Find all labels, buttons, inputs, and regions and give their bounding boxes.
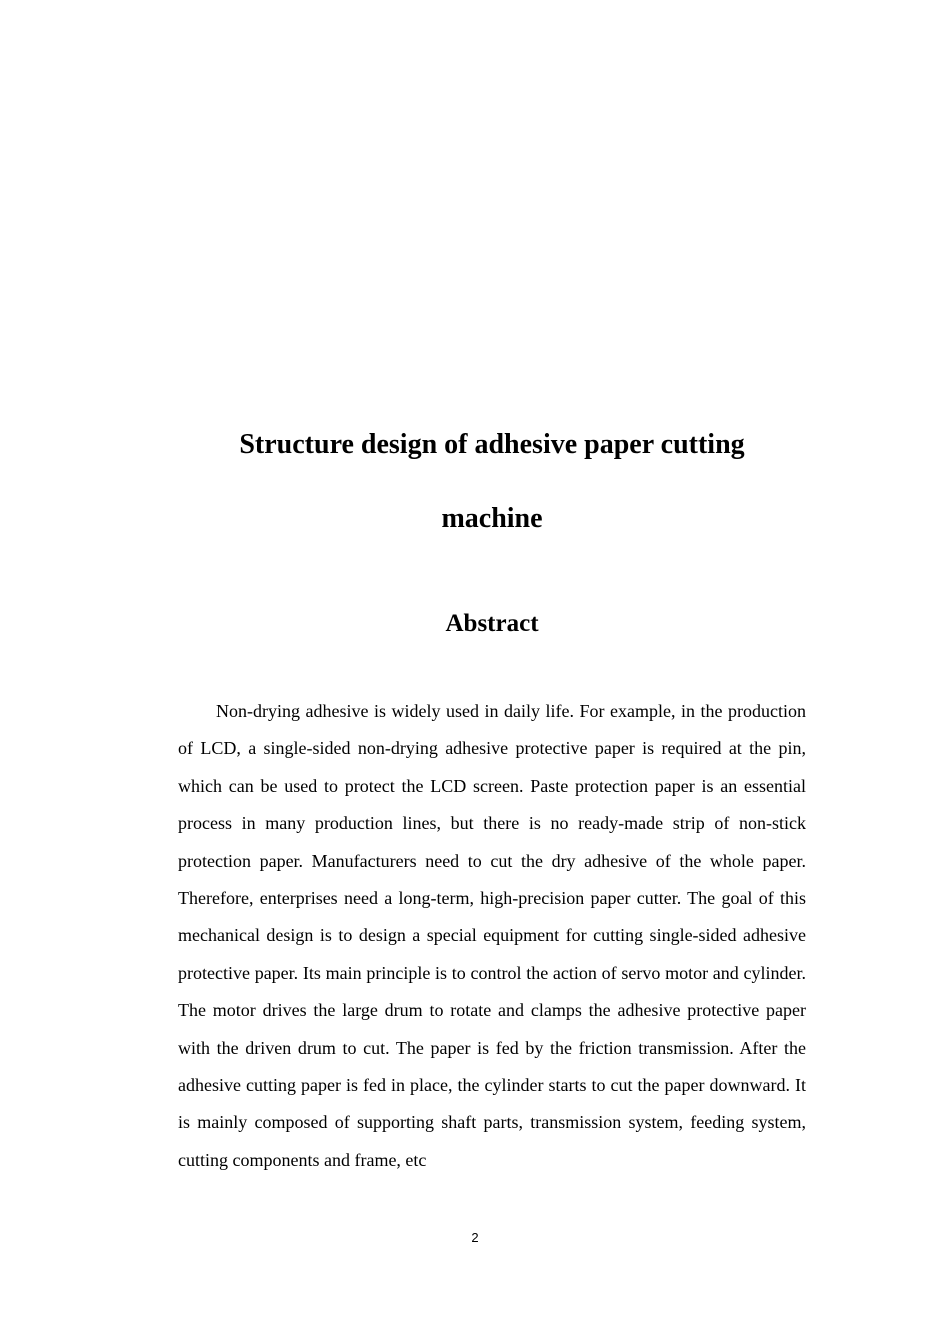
document-title-line-2: machine <box>441 503 543 534</box>
page-number: 2 <box>471 1230 479 1245</box>
abstract-paragraph: Non-drying adhesive is widely used in daily life. For example, in the production of LCD, a single-sided non-drying adhesive protective paper is required at the pin, which can be used to protect the LCD screen. Paste protection paper is an essential process in many production lines, but there is no ready-made strip of non-stick protection paper. Manufacturers need to cut the dry adhesive of the whole paper. Therefore, enterprises need a long-term, high-precision paper cutter. The goal of this mechanical design is to design a special equipment for cutting single-sided adhesive protective paper. Its main principle is to control the action of servo motor and cylinder. The motor drives the large drum to rotate and clamps the adhesive protective paper with the driven drum to cut. The paper is fed by the friction transmission. After the adhesive cutting paper is fed in place, the cylinder starts to cut the paper downward. It is mainly composed of supporting shaft parts, transmission system, feeding system, cutting components and frame, etc <box>178 701 806 1170</box>
abstract-heading: Abstract <box>445 610 539 637</box>
document-title-line-1: Structure design of adhesive paper cutting <box>239 429 745 460</box>
